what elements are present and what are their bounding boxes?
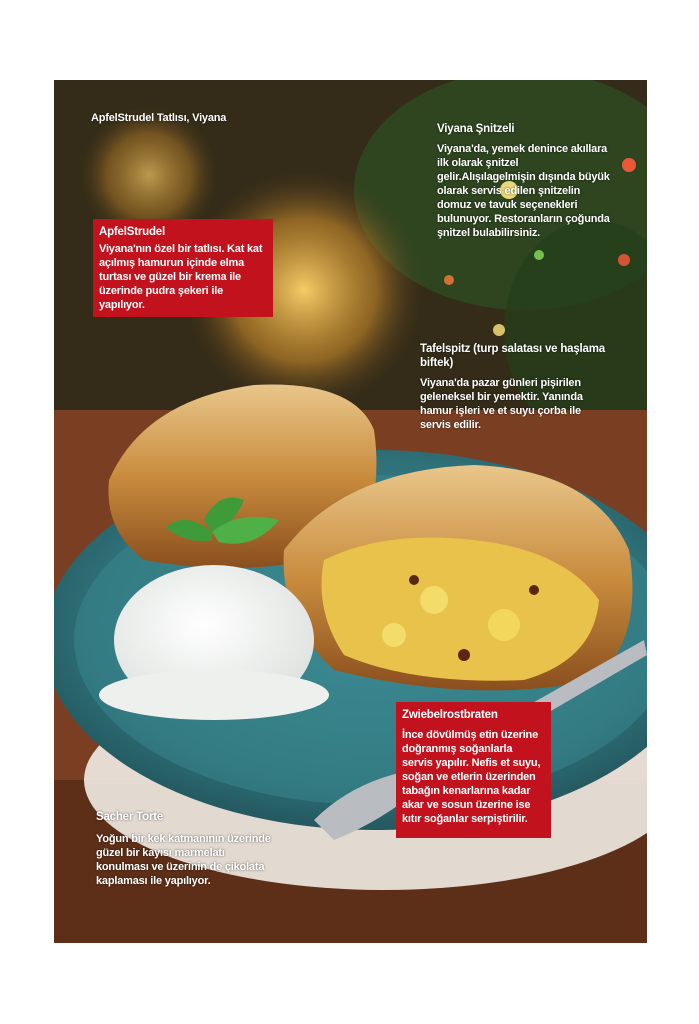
tafelspitz-title: Tafelspitz (turp salatası ve haşlama biftek)	[420, 343, 605, 369]
tafelspitz-text: Viyana'da pazar günleri pişirilen geleneksel bir yemektir. Yanında hamur işleri ve et suyu çorba ile servis edilir.	[420, 377, 583, 431]
section-tafelspitz	[420, 342, 632, 432]
photo-caption: ApfelStrudel Tatlısı, Viyana	[91, 112, 227, 124]
sachertorte-title: Sacher Torte	[96, 811, 164, 823]
section-schnitzel	[437, 122, 617, 240]
apfelstrudel-title: ApfelStrudel	[99, 226, 165, 238]
schnitzel-text: Viyana'da, yemek denince akıllara ilk olarak şnitzel gelir.Alışılagelmişin dışında büyük olarak servis edilen şnitzelin domuz ve tavuk seçenekleri bulunuyor. Restoranların çoğunda şnitzel bulabilirsiniz.	[437, 143, 610, 239]
section-sachertorte	[96, 810, 271, 888]
zwiebelrostbraten-title: Zwiebelrostbraten	[402, 709, 498, 721]
sachertorte-text: Yoğun bir kek katmanının üzerinde güzel bir kayısı marmelatı konulması ve üzerinin de çikolata kaplaması ile yapılıyor.	[96, 833, 271, 887]
apfelstrudel-text: Viyana'nın özel bir tatlısı. Kat kat açılmış hamurun içinde elma turtası ve güzel bir krema ile üzerinde pudra şekeri ile yapılıyor.	[99, 243, 263, 311]
schnitzel-title: Viyana Şnitzeli	[437, 123, 515, 135]
section-apfelstrudel	[93, 219, 273, 317]
photo-caption-block	[91, 111, 271, 131]
section-zwiebelrostbraten	[396, 702, 551, 838]
zwiebelrostbraten-text: İnce dövülmüş etin üzerine doğranmış soğanlarla servis yapılır. Nefis et suyu, soğan ve etlerin üzerinden tabağın kenarlarına kadar akar ve sosun üzerine ise kıtır soğanlar serpiştirilir.	[402, 729, 541, 825]
